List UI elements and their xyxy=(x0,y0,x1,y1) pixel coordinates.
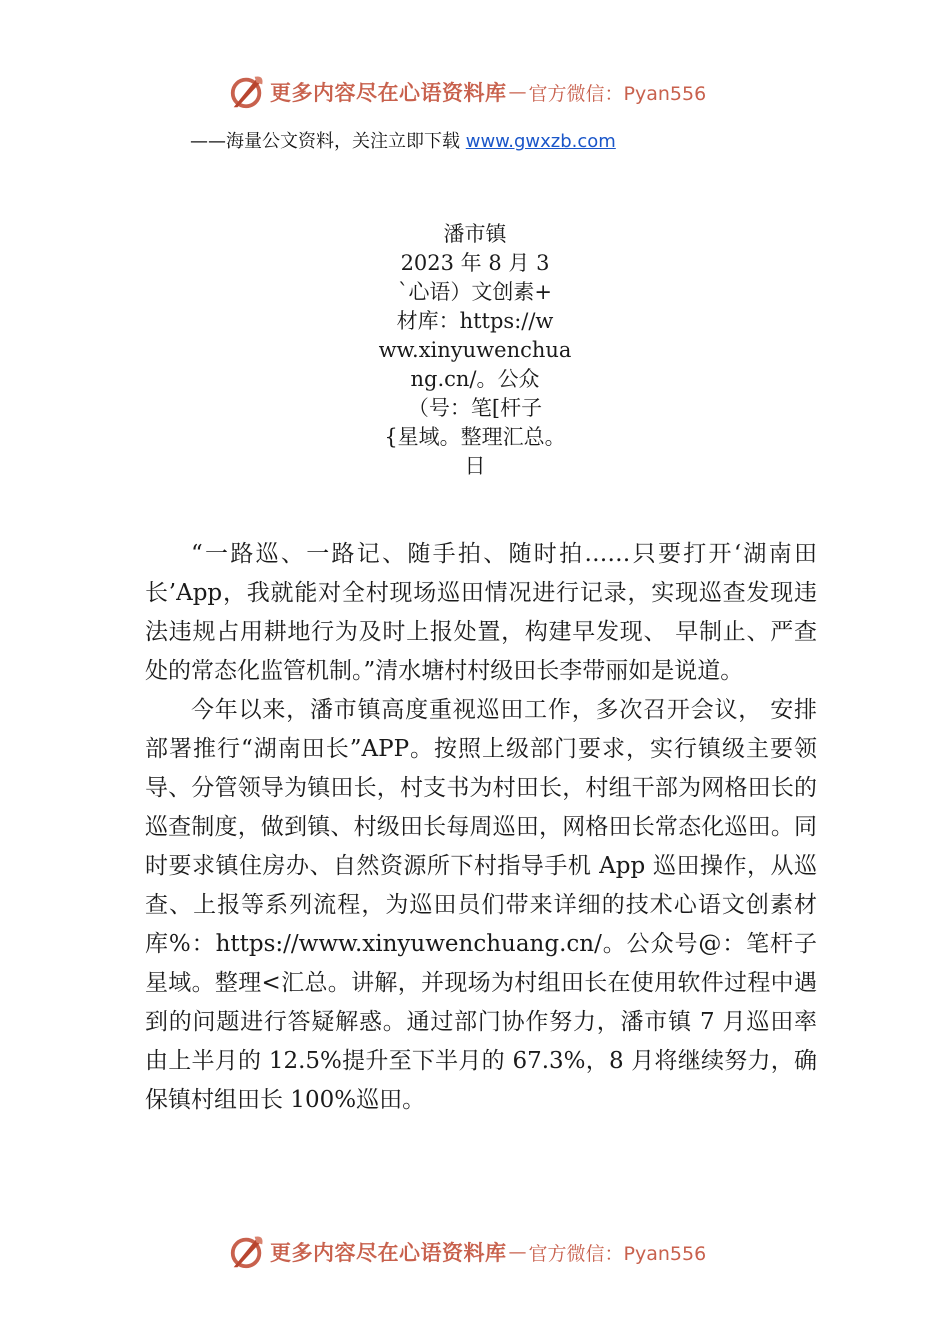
quill-circle-logo-icon xyxy=(228,1233,266,1271)
banner-contact: 官方微信：Pyan556 xyxy=(528,82,707,105)
bottom-banner xyxy=(228,1232,706,1272)
quill-circle-logo-icon xyxy=(228,73,266,111)
banner-contact: 官方微信：Pyan556 xyxy=(528,1242,707,1265)
download-subline xyxy=(190,127,616,153)
download-link[interactable]: www.gwxzb.com xyxy=(465,131,616,152)
header-block xyxy=(360,220,590,481)
banner-title: 更多内容尽在心语资料库 xyxy=(270,80,507,105)
header-line: ng.cn/。公众 xyxy=(410,367,540,391)
header-line: 材库：https://w xyxy=(396,309,554,333)
header-line: ww.xinyuwenchua xyxy=(378,338,572,362)
paragraph-main: 今年以来，潘市镇高度重视巡田工作，多次召开会议， 安排部署推行“湖南田长”APP。按照上级部门要求，实行镇级主要领导、分管领导为镇田长，村支书为村田长，村组干部为网格田长的巡查制度，做到镇、村级田长每周巡田，网格田长常态化巡田。同时要求镇住房办、自然资源所下村指导手机 App 巡田操作，从巡查、上报等系列流程，为巡田员们带来详细的技术心语文创素材库%：https://www.xinyuwenchuang.cn/。公众号@：笔杆子星域。整理<汇总。讲解，并现场为村组田长在使用软件过程中遇到的问题进行答疑解惑。通过部门协作努力，潘市镇 7 月巡田率由上半月的 12.5%提升至下半月的 67.3%，8 月将继续努力，确保镇村组田长 100%巡田。 xyxy=(145,697,817,1113)
header-line: `心语）文创素+ xyxy=(397,280,553,304)
header-line: （号：笔[杆子 xyxy=(407,396,543,420)
header-line: 2023 年 8 月 3 xyxy=(400,251,550,275)
banner-separator: — xyxy=(508,81,527,103)
subline-prefix: ——海量公文资料，关注立即下载 xyxy=(190,131,466,152)
top-banner xyxy=(228,72,706,112)
header-line: {星域。整理汇总。 xyxy=(384,425,566,449)
paragraph-quote: “一路巡、一路记、随手拍、随时拍……只要打开‘湖南田长’App，我就能对全村现场巡田情况进行记录，实现巡查发现违法违规占用耕地行为及时上报处置，构建早发现、 早制止、严查处的常态化监管机制。”清水塘村村级田长李带丽如是说道。 xyxy=(145,541,817,684)
article-body xyxy=(145,535,817,1120)
header-line: 日 xyxy=(464,454,486,478)
banner-title: 更多内容尽在心语资料库 xyxy=(270,1240,507,1265)
banner-separator: — xyxy=(508,1241,527,1263)
header-line: 潘市镇 xyxy=(443,222,507,246)
